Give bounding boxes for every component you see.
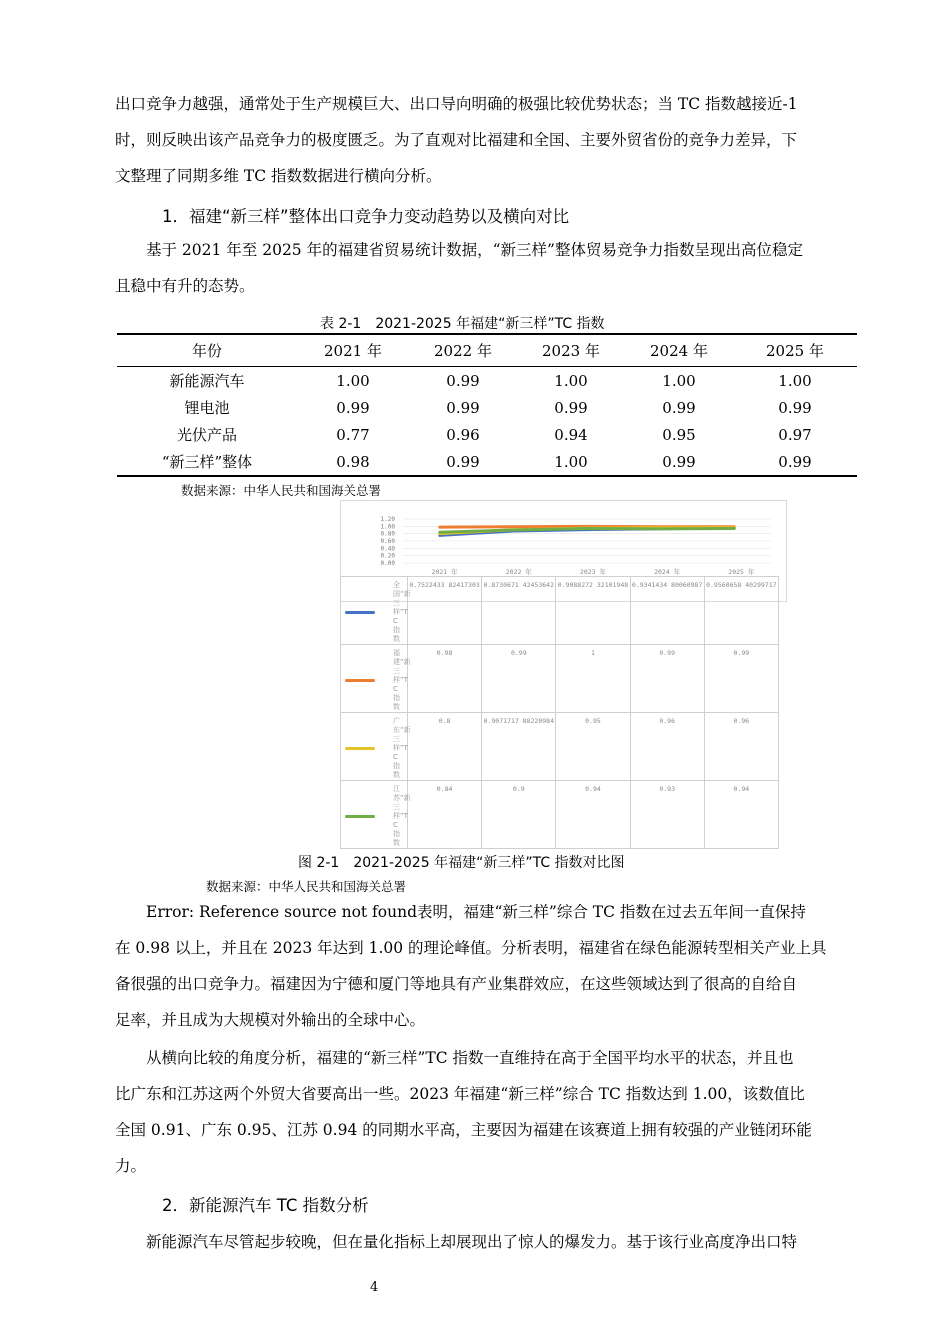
text-line: 时，则反映出该产品竞争力的极度匮乏。为了直观对比福建和全国、主要外贸省份的竞争力差异，下 [115, 131, 798, 149]
table-cell: “新三样”整体 [117, 448, 297, 476]
table-header-cell: 年份 [117, 334, 297, 367]
data-table-cell [704, 781, 778, 849]
data-label: 0.96 [659, 717, 675, 725]
data-table-cell [630, 645, 704, 713]
table-caption: 表 2-1 2021-2025 年福建“新三样”TC 指数 [320, 316, 605, 332]
y-tick-label: 0.80 [380, 530, 395, 538]
x-tick-label: 2025 年 [728, 568, 755, 576]
data-table-cell [556, 577, 630, 645]
data-label: 0.7522433 82417303 [409, 581, 480, 589]
legend-swatch [345, 679, 375, 682]
table-header-cell: 2023 年 [517, 334, 625, 367]
data-label: 0.98 [436, 649, 453, 657]
legend-swatch [345, 611, 375, 614]
analysis-paragraph-1 [115, 894, 860, 1038]
data-label: 0.8730671 42453642 [483, 581, 554, 589]
data-table-cell [408, 781, 482, 849]
table-cell: 0.99 [662, 398, 696, 417]
section2-paragraph [115, 1224, 860, 1260]
legend-label: 江苏“新三样”TC指数 [393, 785, 411, 847]
legend-cell [341, 713, 411, 781]
data-table-cell [704, 577, 778, 645]
table-cell: 锂电池 [184, 399, 230, 417]
y-tick-label: 0.40 [380, 545, 395, 553]
data-table-cell [630, 713, 704, 781]
text-line: Error: Reference source not found表明，福建“新三样”综合 TC 指数在过去五年间一直保持 [146, 903, 806, 921]
data-table-cell [556, 781, 630, 849]
table-cell: 1.00 [336, 371, 370, 390]
data-table-cell [630, 781, 704, 849]
table-cell: 1.00 [662, 371, 696, 390]
data-table-cell [556, 713, 630, 781]
x-tick-label: 2022 年 [505, 568, 532, 576]
text-line: 基于 2021 年至 2025 年的福建省贸易统计数据，“新三样”整体贸易竞争力指数呈现出高位稳定 [146, 241, 803, 259]
analysis-paragraph-2 [115, 1040, 860, 1184]
table-header-cell: 2022 年 [409, 334, 517, 367]
table-cell: 0.99 [554, 398, 588, 417]
table-cell: 1.00 [554, 371, 588, 390]
data-label: 0.9088272 32101948 [557, 581, 629, 589]
data-table-cell [482, 781, 556, 849]
x-tick-label: 2023 年 [579, 568, 606, 576]
data-label: 0.8 [438, 717, 451, 725]
y-tick-label: 1.00 [380, 523, 395, 531]
tc-index-table [117, 333, 857, 477]
table-cell: 0.99 [778, 398, 812, 417]
table-header-cell: 2025 年 [733, 334, 857, 367]
data-table-cell [482, 645, 556, 713]
data-table-cell [408, 577, 482, 645]
data-table-cell [556, 645, 630, 713]
table-header-row [117, 334, 857, 367]
data-table-row [341, 645, 779, 713]
table-cell: 0.99 [446, 371, 480, 390]
text-line: 比广东和江苏这两个外贸大省要高出一些。2023 年福建“新三样”综合 TC 指数达到 1.00，该数值比 [115, 1085, 805, 1103]
table-row [117, 448, 857, 476]
data-label: 0.94 [733, 785, 750, 793]
data-label: 0.96 [733, 717, 750, 725]
text-line: 全国 0.91、广东 0.95、江苏 0.94 的同期水平高，主要因为福建在该赛道上拥有较强的产业链闭环能 [115, 1121, 812, 1139]
section-heading-2: 2．新能源汽车 TC 指数分析 [162, 1196, 369, 1215]
legend-swatch [345, 815, 375, 818]
data-table-cell [482, 577, 556, 645]
text-line: 力。 [115, 1157, 147, 1175]
table-cell: 0.99 [409, 448, 517, 476]
legend-label: 福建“新三样”TC指数 [393, 649, 411, 711]
table-cell: 0.98 [297, 448, 409, 476]
data-table-cell [482, 713, 556, 781]
table-cell: 0.99 [336, 398, 370, 417]
legend-label: 全国“新三样”TC指数 [393, 581, 411, 643]
text-line: 且稳中有升的态势。 [115, 277, 255, 295]
figure-caption: 图 2-1 2021-2025 年福建“新三样”TC 指数对比图 [298, 855, 625, 871]
data-table-cell [408, 713, 482, 781]
text-line: 文整理了同期多维 TC 指数数据进行横向分析。 [115, 167, 442, 185]
data-table-row [341, 781, 779, 849]
y-tick-label: 1.20 [380, 516, 395, 523]
table-cell: 0.99 [446, 398, 480, 417]
legend-swatch [345, 747, 375, 750]
data-label: 1 [591, 649, 595, 657]
table-cell: 1.00 [778, 371, 812, 390]
figure-source-note: 数据来源：中华人民共和国海关总署 [206, 879, 407, 894]
table-row [117, 394, 857, 421]
table-row [117, 367, 857, 395]
x-tick-label: 2024 年 [654, 568, 681, 576]
data-label: 0.93 [659, 785, 675, 793]
chart-data-table [340, 568, 779, 849]
data-label: 0.9560658 40299717 [706, 581, 777, 589]
data-label: 0.9 [512, 785, 525, 793]
data-table-row [341, 577, 779, 645]
table-cell: 0.77 [336, 425, 370, 444]
y-tick-label: 0.20 [380, 552, 395, 560]
page-number: 4 [370, 1280, 379, 1295]
data-label: 0.99 [659, 649, 675, 657]
data-table-cell [408, 645, 482, 713]
text-line: 备很强的出口竞争力。福建因为宁德和厦门等地具有产业集群效应，在这些领域达到了很高的自给自 [115, 975, 798, 993]
text-line: 出口竞争力越强，通常处于生产规模巨大、出口导向明确的极强比较优势状态；当 TC 指数越接近-1 [115, 95, 798, 113]
table-header-cell: 2024 年 [625, 334, 733, 367]
table-source-note: 数据来源：中华人民共和国海关总署 [181, 483, 382, 498]
intro-paragraph [115, 86, 860, 194]
table-cell: 光伏产品 [176, 426, 237, 444]
data-label: 0.9341434 80060987 [631, 581, 703, 589]
table-cell: 0.99 [733, 448, 857, 476]
table-header-cell: 2021 年 [297, 334, 409, 367]
legend-cell [341, 645, 411, 713]
text-line: 足率，并且成为大规模对外输出的全球中心。 [115, 1011, 426, 1029]
y-tick-label: 0.00 [380, 560, 395, 567]
text-line: 从横向比较的角度分析，福建的“新三样”TC 指数一直维持在高于全国平均水平的状态，并且也 [146, 1049, 794, 1067]
section1-paragraph [115, 232, 860, 304]
data-label: 0.99 [510, 649, 527, 657]
text-line: 在 0.98 以上，并且在 2023 年达到 1.00 的理论峰值。分析表明，福建省在绿色能源转型相关产业上具 [115, 939, 827, 957]
data-table-cell [630, 577, 704, 645]
y-tick-label: 0.60 [380, 538, 395, 545]
table-cell: 0.97 [778, 425, 812, 444]
data-table-cell [704, 645, 778, 713]
data-label: 0.84 [436, 785, 453, 793]
table-cell: 0.95 [662, 425, 696, 444]
x-tick-label: 2021 年 [431, 568, 458, 576]
text-line: 新能源汽车尽管起步较晚，但在量化指标上却展现出了惊人的爆发力。基于该行业高度净出口特 [146, 1233, 798, 1251]
data-table-header-row [341, 568, 779, 577]
table-cell: 0.96 [446, 425, 480, 444]
legend-cell [341, 577, 411, 645]
table-row [117, 421, 857, 448]
table-cell: 1.00 [517, 448, 625, 476]
table-cell: 新能源汽车 [169, 372, 245, 390]
table-cell: 0.99 [625, 448, 733, 476]
data-table-cell [704, 713, 778, 781]
data-label: 0.99 [733, 649, 750, 657]
data-label: 0.9071717 88220984 [483, 717, 554, 725]
data-table-row [341, 713, 779, 781]
data-table-corner [341, 568, 408, 577]
data-label: 0.95 [585, 717, 601, 725]
legend-label: 广东“新三样”TC指数 [393, 717, 411, 779]
section-heading-1: 1．福建“新三样”整体出口竞争力变动趋势以及横向对比 [162, 207, 570, 226]
legend-cell [341, 781, 411, 849]
data-label: 0.94 [585, 785, 601, 793]
table-cell: 0.94 [554, 425, 588, 444]
